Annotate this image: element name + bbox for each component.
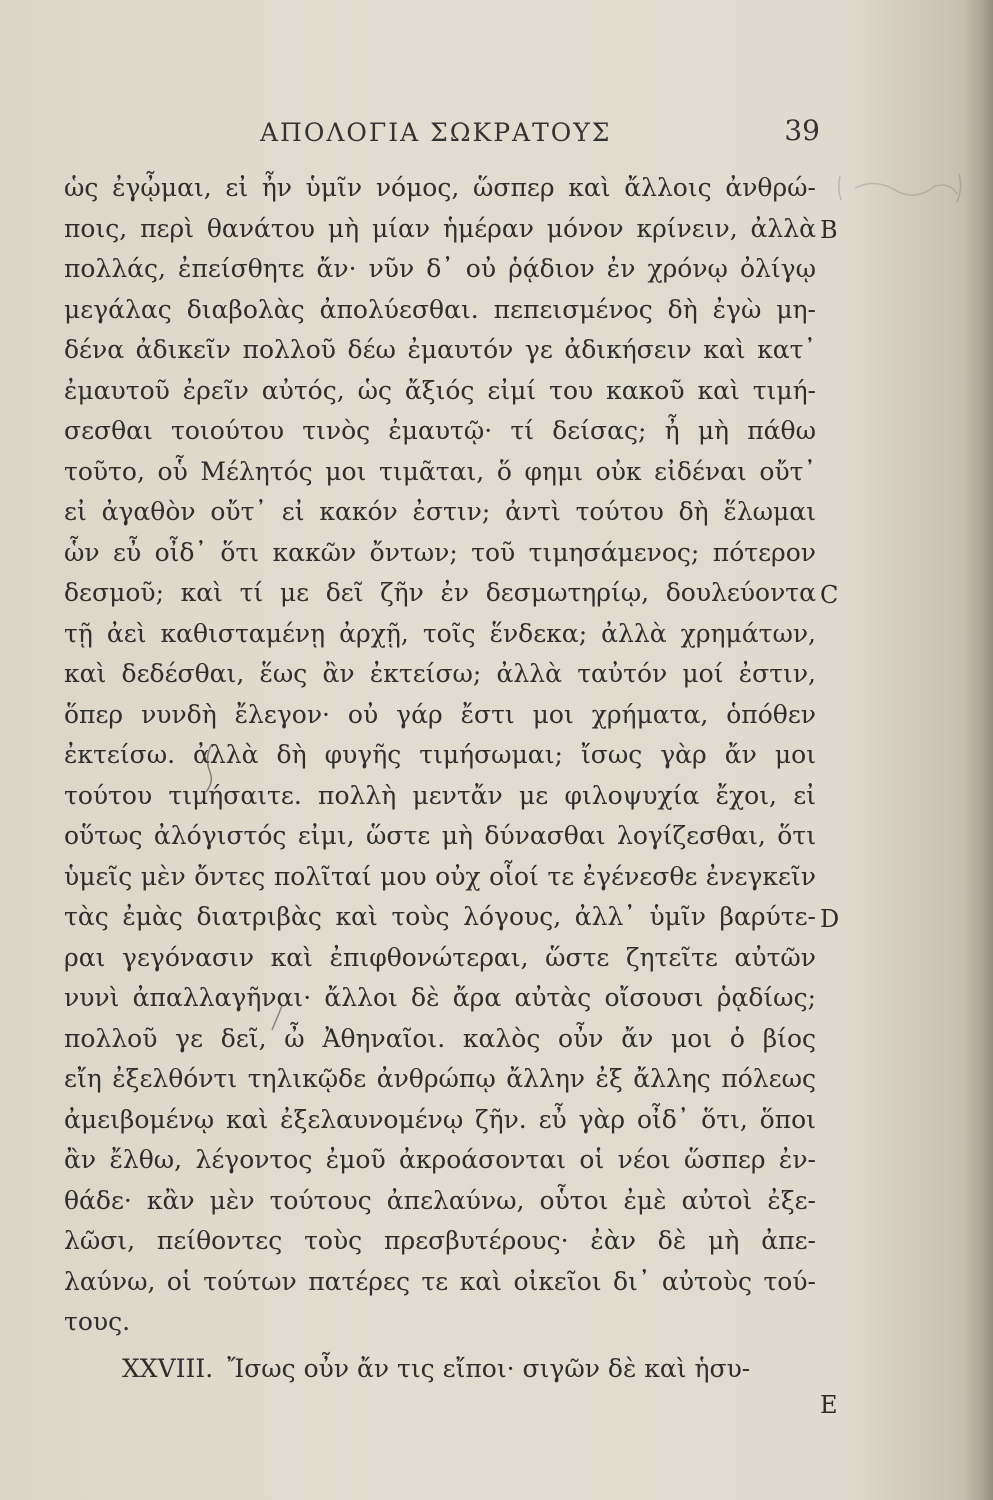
greek-text-block (64, 168, 816, 1389)
text-line: τούτου τιμήσαιτε. πολλὴ μεντἄν με φιλοψυχία ἔχοι, εἰ (64, 780, 816, 810)
chapter-text: Ἴσως οὖν ἄν τις εἴποι· σιγῶν δὲ καὶ ἡσυ- (227, 1353, 751, 1383)
text-line: δεσμοῦ; καὶ τί με δεῖ ζῆν ἐν δεσμωτηρίῳ, δουλεύοντα (64, 578, 816, 607)
pencil-slash-mark (268, 1004, 284, 1032)
pencil-annotation-mark (835, 168, 965, 208)
chapter-number: XXVIII. (122, 1353, 214, 1383)
stephanus-marker-b: B (820, 216, 838, 244)
text-line: λῶσι, πείθοντες τοὺς πρεσβυτέρους· ἐὰν δὲ μὴ ἀπε- (64, 1226, 816, 1255)
text-line: πολλοῦ γε δεῖ, ὦ Ἀθηναῖοι. καλὸς οὖν ἄν μοι ὁ βίος (64, 1023, 816, 1053)
page-edge-shadow (965, 0, 993, 1500)
text-line: ἐμαυτοῦ ἐρεῖν αὐτός, ὡς ἄξιός εἰμί του κακοῦ καὶ τιμή- (64, 375, 816, 405)
text-line: τοῦτο, οὗ Μέλητός μοι τιμᾶται, ὅ φημι οὐκ εἰδέναι οὔτ᾽ (64, 456, 816, 486)
chapter-heading-line (64, 1349, 816, 1390)
text-line: οὕτως ἀλόγιστός εἰμι, ὥστε μὴ δύνασθαι λογίζεσθαι, ὅτι (64, 821, 816, 850)
text-line: ποις, περὶ θανάτου μὴ μίαν ἡμέραν μόνον κρίνειν, ἀλλὰ (64, 213, 816, 243)
text-line: εἴη ἐξελθόντι τηλικῷδε ἀνθρώπῳ ἄλλην ἐξ ἄλλης πόλεως (64, 1064, 816, 1093)
text-line: ἀμειβομένῳ καὶ ἐξελαυνομένῳ ζῆν. εὖ γὰρ οἶδ᾽ ὅτι, ὅποι (64, 1104, 816, 1134)
text-line: δένα ἀδικεῖν πολλοῦ δέω ἐμαυτόν γε ἀδικήσειν καὶ κατ᾽ (64, 335, 816, 364)
stephanus-marker-c: C (820, 581, 839, 609)
text-line: ὧν εὖ οἶδ᾽ ὅτι κακῶν ὄντων; τοῦ τιμησάμενος; πότερον (64, 537, 816, 567)
stephanus-marker-e: E (820, 1391, 838, 1419)
text-line: ἐκτείσω. ἀλλὰ δὴ φυγῆς τιμήσωμαι; ἴσως γὰρ ἄν μοι (64, 740, 816, 769)
pencil-caret-mark (200, 742, 218, 794)
text-line: τῇ ἀεὶ καθισταμένῃ ἀρχῇ, τοῖς ἕνδεκα; ἀλλὰ χρημάτων, (64, 618, 816, 648)
text-line: τὰς ἐμὰς διατριβὰς καὶ τοὺς λόγους, ἀλλ᾽ ὑμῖν βαρύτε- (64, 902, 816, 931)
text-line: ὡς ἐγᾦμαι, εἰ ἦν ὑμῖν νόμος, ὥσπερ καὶ ἄλλοις ἀνθρώ- (64, 173, 816, 202)
page-header (260, 114, 820, 158)
text-line: εἰ ἀγαθὸν οὔτ᾽ εἰ κακόν ἐστιν; ἀντὶ τούτου δὴ ἕλωμαι (64, 497, 816, 526)
text-line: ὑμεῖς μὲν ὄντες πολῖταί μου οὐχ οἷοί τε ἐγένεσθε ἐνεγκεῖν (64, 861, 816, 891)
text-line: ἂν ἔλθω, λέγοντος ἐμοῦ ἀκροάσονται οἱ νέοι ὥσπερ ἐν- (64, 1145, 816, 1174)
text-line: λαύνω, οἱ τούτων πατέρες τε καὶ οἰκεῖοι δι᾽ αὐτοὺς τού- (64, 1266, 816, 1296)
text-line: πολλάς, ἐπείσθητε ἄν· νῦν δ᾽ οὐ ῥᾴδιον ἐν χρόνῳ ὀλίγῳ (64, 254, 816, 283)
text-line: θάδε· κἂν μὲν τούτους ἀπελαύνω, οὗτοι ἐμὲ αὐτοὶ ἐξε- (64, 1185, 816, 1215)
text-line: μεγάλας διαβολὰς ἀπολύεσθαι. πεπεισμένος δὴ ἐγὼ μη- (64, 294, 816, 324)
page-number: 39 (784, 114, 820, 147)
text-line: σεσθαι τοιούτου τινὸς ἐμαυτῷ· τί δείσας; ἦ μὴ πάθω (64, 416, 816, 445)
running-title: ΑΠΟΛΟΓΙΑ ΣΩΚΡΑΤΟΥΣ (260, 118, 612, 147)
stephanus-marker-d: D (820, 905, 840, 933)
text-line: τους. (64, 1307, 131, 1336)
text-line: ὅπερ νυνδὴ ἔλεγον· οὐ γάρ ἔστι μοι χρήματα, ὁπόθεν (64, 699, 816, 729)
text-line: ραι γεγόνασιν καὶ ἐπιφθονώτεραι, ὥστε ζητεῖτε αὐτῶν (64, 942, 816, 972)
text-line: νυνὶ ἀπαλλαγῆναι· ἄλλοι δὲ ἄρα αὐτὰς οἴσουσι ῥᾳδίως; (64, 983, 816, 1012)
text-line: καὶ δεδέσθαι, ἕως ἂν ἐκτείσω; ἀλλὰ ταὐτόν μοί ἐστιν, (64, 659, 816, 688)
